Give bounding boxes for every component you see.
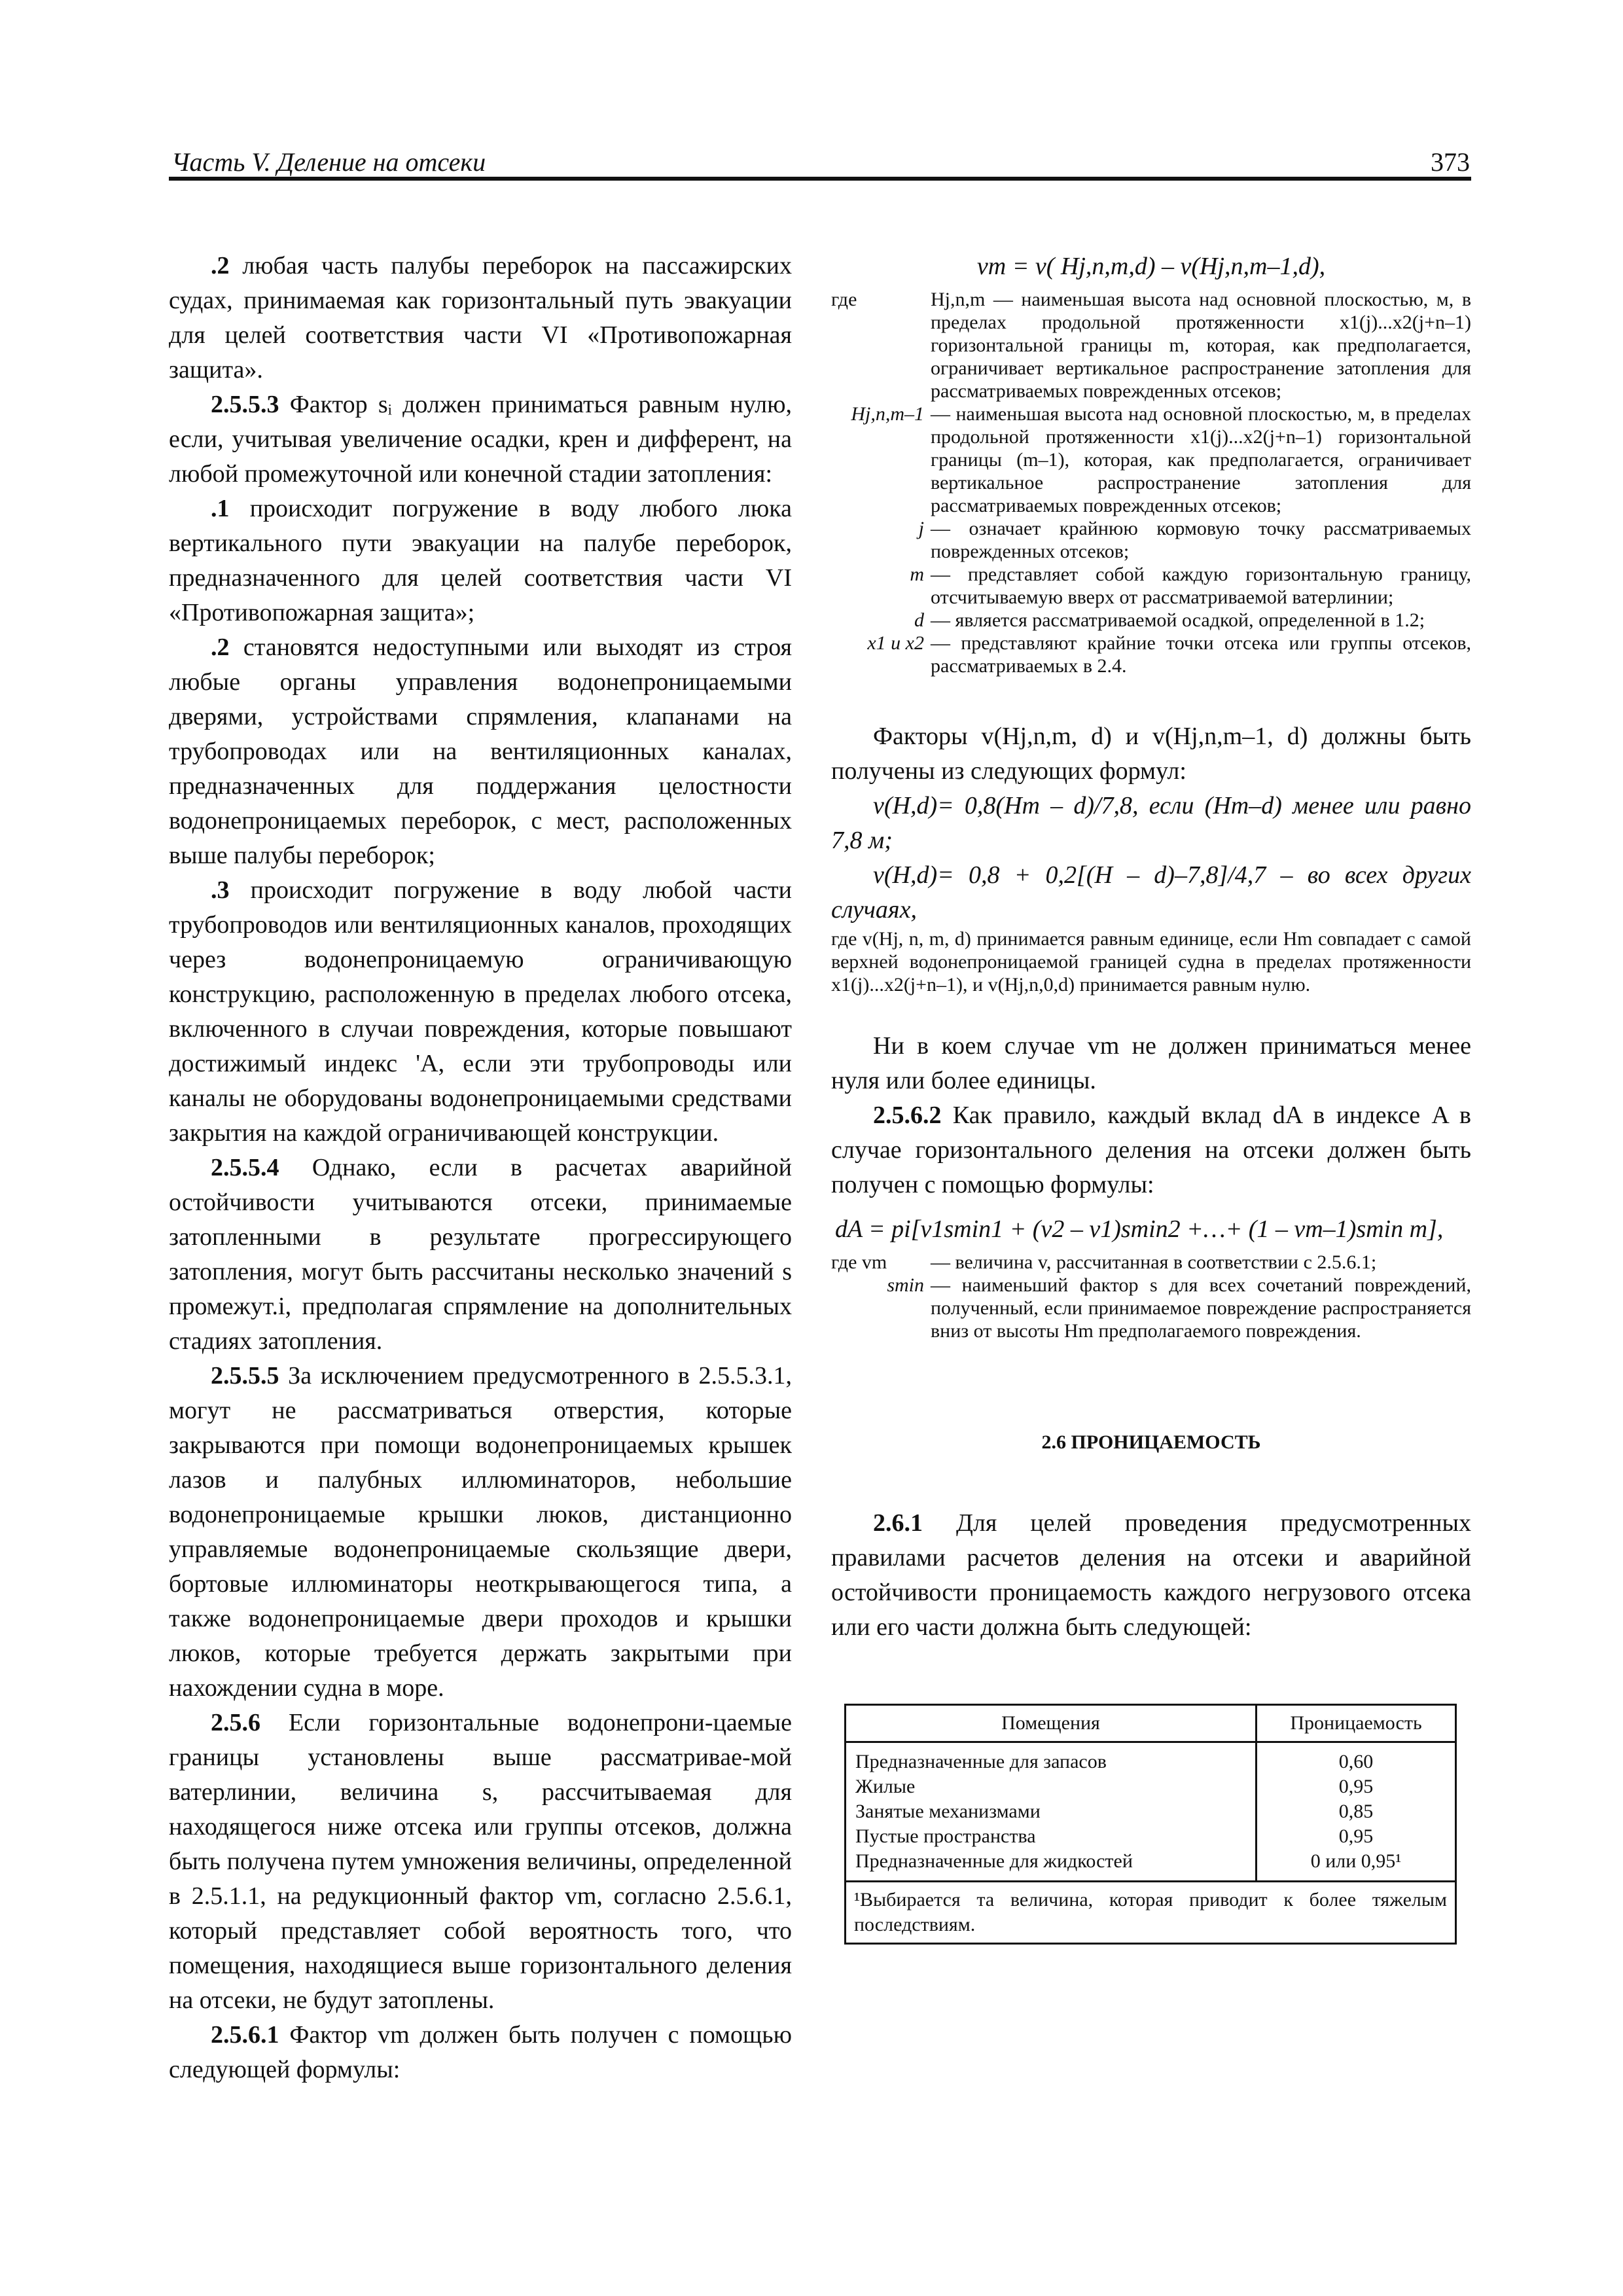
paragraph-256: 2.5.6 Если горизонтальные водонепрони-цаемые границы установлены выше рассматривае-мой ватерлинии, величина s, рассчитываемая для находящегося ниже отсека или группы отсеков, должна быть получена путем умножения величины, определенной в 2.5.1.1, на редукционный фактор vm, согласно 2.5.6.1, который представляет собой вероятность того, что помещения, находящиеся выше горизонтального деления на отсеки, не будут затоплены. xyxy=(169,1709,792,2014)
table-row-value: 0,85 xyxy=(1338,1801,1374,1822)
header-title: Часть V. Деление на отсеки xyxy=(171,147,486,177)
paragraph-item-3: .3 происходит погружение в воду любой части трубопроводов или вентиляционных каналов, проходящих через водонепроницаемую ограничивающую конструкцию, расположенную в пределах любого отсека, включенного в случаи повреждения, которые повышают достижимый индекс 'A, если эти трубопроводы или каналы не оборудованы водонепроницаемыми средствами закрытия на каждой ограничивающей конструкции. xyxy=(169,876,792,1147)
table-row-name: Предназначенные для жидкостей xyxy=(855,1850,1133,1872)
where-v-note: где v(Hj, n, m, d) принимается равным единице, если Hm совпадает с самой верхней водонепроницаемой границей судна в пределах протяженности x1(j)...x2(j+n–1), и v(Hj,n,0,d) принимается равным нулю. xyxy=(831,928,1471,996)
paragraph-261: 2.6.1 Для целей проведения предусмотренных правилами расчетов деления на отсеки и аварийной остойчивости проницаемость каждого негрузового отсека или его части должна быть следующей: xyxy=(831,1509,1471,1641)
paragraph-factors: Факторы v(Hj,n,m, d) и v(Hj,n,m–1, d) должны быть получены из следующих формул: xyxy=(831,723,1471,785)
paragraph-nowhere: Ни в коем случае vm не должен приниматься менее нуля или более единицы. xyxy=(831,1032,1471,1094)
paragraph-item-2b: .2 становятся недоступными или выходят из строя любые органы управления водонепроницаемыми дверями, устройствами спрямления, клапанами на трубопроводах или на вентиляционных каналах, предназначенных для поддержания целостности водонепроницаемых переборок, с мест, расположенных выше палубы переборок; xyxy=(169,634,792,869)
table-row-value: 0,60 xyxy=(1338,1751,1374,1772)
table-body xyxy=(846,1742,1456,1882)
definition-item: где vm — величина v, рассчитанная в соответствии с 2.5.6.1; xyxy=(831,1251,1377,1273)
definition-item: smin — наименьший фактор s для всех сочетаний повреждений, полученный, если принимаемое повреждение распространяется вниз от высоты Hm предполагаемого повреждения. xyxy=(887,1274,1471,1342)
table-row-name: Пустые пространства xyxy=(855,1825,1036,1847)
definition-item: x1 и x2 — представляют крайние точки отсека или группы отсеков, рассматриваемых в 2.4. xyxy=(867,632,1471,677)
paragraph-2562: 2.5.6.2 Как правило, каждый вклад dA в индексе A в случае горизонтального деления на отсеки должен быть получен с помощью формулы: xyxy=(831,1102,1471,1198)
page-number: 373 xyxy=(1431,147,1470,177)
table-row-value: 0,95 xyxy=(1338,1776,1374,1797)
paragraph-item-2: .2 любая часть палубы переборок на пассажирских судах, принимаемая как горизонтальный путь эвакуации для целей соответствия части VI «Противопожарная защита». xyxy=(169,252,792,384)
table-row-value: 0 или 0,95¹ xyxy=(1310,1850,1402,1872)
table-row-name: Предназначенные для запасов xyxy=(855,1751,1107,1772)
paragraph-2561: 2.5.6.1 Фактор vm должен быть получен с помощью следующей формулы: xyxy=(169,2021,792,2083)
paragraph-2553: 2.5.5.3 Фактор sᵢ должен приниматься равным нулю, если, учитывая увеличение осадки, крен и дифферент, на любой промежуточной или конечной стадии затопления: xyxy=(169,391,792,488)
definition-item: Hj,n,m–1 — наименьшая высота над основной плоскостью, м, в пределах продольной протяженности x1(j)...x2(j+n–1) горизонтальной границы (m–1), которая, как предполагается, ограничивает вертикальное распространение затопления для рассматриваемых поврежденных отсеков; xyxy=(851,403,1471,516)
definitions-dA xyxy=(831,1251,1471,1342)
paragraph-2555: 2.5.5.5 За исключением предусмотренного в 2.5.5.3.1, могут не рассматриваться отверстия, которые закрываются при помощи водонепроницаемых крышек лазов и палубных иллюминаторов, небольшие водонепроницаемые крышки люков, дистанционно управляемые водонепроницаемые скользящие двери, бортовые иллюминаторы неоткрывающегося типа, а также водонепроницаемые двери проходов и крышки люков, которые требуется держать закрытыми при нахождении судна в море. xyxy=(169,1362,792,1702)
right-column xyxy=(831,249,1471,1945)
definition-item: где Hj,n,m — наименьшая высота над основной плоскостью, м, в пределах продольной протяженности x1(j)...x2(j+n–1) горизонтальной границы m, которая, как предполагается, ограничивает вертикальное распространение затопления для рассматриваемых поврежденных отсеков; xyxy=(831,289,1471,402)
table-header: Проницаемость xyxy=(1257,1705,1456,1742)
paragraph-formula-1: v(H,d)= 0,8(Hm – d)/7,8, если (Hm–d) менее или равно 7,8 м; xyxy=(831,792,1471,854)
paragraph-item-1: .1 происходит погружение в воду любого люка вертикального пути эвакуации на палубе переборок, предназначенного для целей соответствия части VI «Противопожарная защита»; xyxy=(169,495,792,626)
table-header: Помещения xyxy=(846,1705,1257,1742)
table-values-cell xyxy=(1257,1742,1456,1882)
table-header-row xyxy=(846,1705,1456,1742)
definition-item: d — является рассматриваемой осадкой, определенной в 1.2; xyxy=(914,609,1425,631)
left-column xyxy=(169,249,792,2087)
permeability-table xyxy=(844,1704,1457,1945)
table-row-value: 0,95 xyxy=(1338,1825,1374,1847)
formula-dA: dA = pi[v1smin1 + (v2 – v1)smin2 +…+ (1 – vm–1)smin m], xyxy=(835,1215,1444,1243)
header-rule xyxy=(169,177,1471,181)
table-row-name: Занятые механизмами xyxy=(855,1801,1041,1822)
table-names-cell xyxy=(846,1742,1257,1882)
formula-vm: vm = v( Hj,n,m,d) – v(Hj,n,m–1,d), xyxy=(976,253,1326,280)
paragraph-2554: 2.5.5.4 Однако, если в расчетах аварийной остойчивости учитываются отсеки, принимаемые затопленными в результате прогрессирующего затопления, могут быть рассчитаны несколько значений s промежут.i, предполагая спрямление на дополнительных стадиях затопления. xyxy=(169,1154,792,1355)
definitions-vm xyxy=(831,288,1471,677)
table-footnote-row xyxy=(846,1882,1456,1944)
paragraph-formula-2: v(H,d)= 0,8 + 0,2[(H – d)–7,8]/4,7 – во всех других случаях, xyxy=(831,861,1471,924)
definition-item: m — представляет собой каждую горизонтальную границу, отсчитываемую вверх от рассматриваемой ватерлинии; xyxy=(910,564,1471,608)
running-header xyxy=(169,143,1471,179)
table-footnote: ¹Выбирается та величина, которая приводит к более тяжелым последствиям. xyxy=(846,1882,1456,1944)
table-row-name: Жилые xyxy=(855,1776,916,1797)
section-title: 2.6 ПРОНИЦАЕМОСТЬ xyxy=(1041,1431,1261,1453)
definition-item: j — означает крайнюю кормовую точку рассматриваемых поврежденных отсеков; xyxy=(918,518,1471,562)
